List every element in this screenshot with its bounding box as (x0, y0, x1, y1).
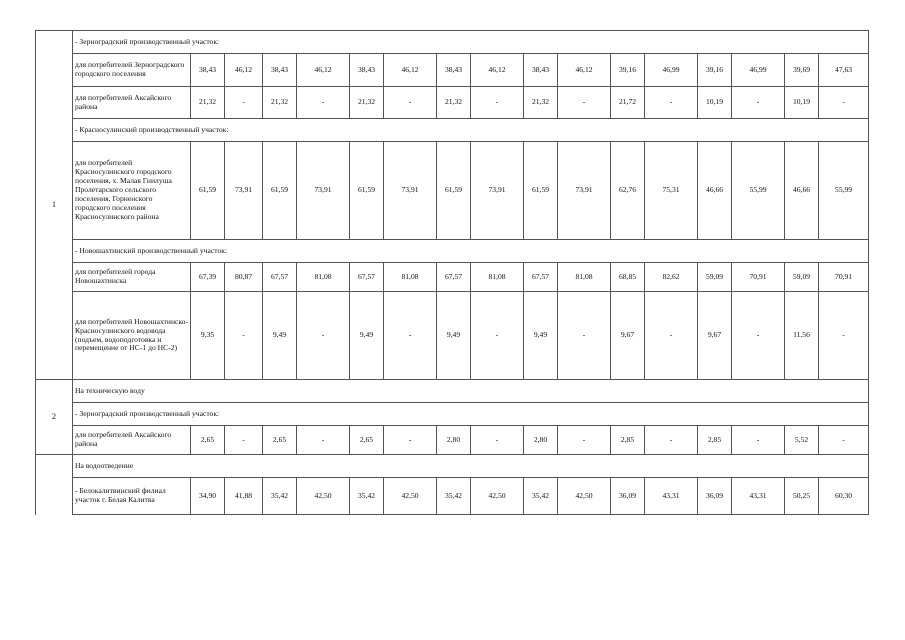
tariff-value-cell: 43,31 (645, 478, 698, 515)
group-index (36, 455, 73, 515)
tariff-value-cell: - (819, 292, 869, 380)
tariff-value-cell: 59,09 (785, 263, 819, 292)
section-heading-row (36, 403, 869, 426)
table-row (36, 426, 869, 455)
tariff-value-cell: 73,91 (471, 142, 524, 240)
tariff-value-cell: 21,72 (611, 87, 645, 119)
tariff-value-cell: 21,32 (263, 87, 297, 119)
tariff-value-cell: 67,57 (263, 263, 297, 292)
tariff-value-cell: 46,66 (785, 142, 819, 240)
tariff-value-cell: 9,49 (524, 292, 558, 380)
tariff-value-cell: 35,42 (350, 478, 384, 515)
tariff-value-cell: 60,30 (819, 478, 869, 515)
section-heading-row (36, 31, 869, 54)
tariff-value-cell: 38,43 (263, 54, 297, 87)
tariff-value-cell: 61,59 (350, 142, 384, 240)
tariff-value-cell: 9,49 (350, 292, 384, 380)
tariff-value-cell: 55,99 (819, 142, 869, 240)
tariff-value-cell: - (297, 426, 350, 455)
tariff-value-cell: 41,88 (225, 478, 263, 515)
tariff-value-cell: 35,42 (437, 478, 471, 515)
tariff-value-cell: 61,59 (191, 142, 225, 240)
tariff-value-cell: 67,39 (191, 263, 225, 292)
tariff-value-cell: 39,16 (611, 54, 645, 87)
section-heading: - Зерноградский производственный участок: (73, 403, 869, 426)
tariff-value-cell: 73,91 (225, 142, 263, 240)
tariff-value-cell: 73,91 (558, 142, 611, 240)
tariff-value-cell: - (732, 87, 785, 119)
tariff-value-cell: 2,65 (263, 426, 297, 455)
tariff-value-cell: 36,09 (611, 478, 645, 515)
tariff-value-cell: - (384, 87, 437, 119)
tariff-value-cell: 61,59 (437, 142, 471, 240)
tariff-value-cell: 80,87 (225, 263, 263, 292)
tariff-value-cell: 42,50 (558, 478, 611, 515)
tariff-value-cell: - (645, 87, 698, 119)
tariff-value-cell: 67,57 (524, 263, 558, 292)
row-label: - Белокалитвинский филиал участок г. Белая Калитва (73, 478, 191, 515)
table-row (36, 54, 869, 87)
tariff-value-cell: 2,85 (611, 426, 645, 455)
tariff-value-cell: 67,57 (437, 263, 471, 292)
tariff-value-cell: 70,91 (732, 263, 785, 292)
tariff-value-cell: - (225, 426, 263, 455)
group-title: На техническую воду (73, 380, 869, 403)
tariff-table-body (36, 31, 869, 515)
row-label: для потребителей Аксайского района (73, 87, 191, 119)
tariff-value-cell: 62,76 (611, 142, 645, 240)
tariff-value-cell: 9,67 (698, 292, 732, 380)
tariff-value-cell: 68,85 (611, 263, 645, 292)
row-label: для потребителей Зерноградского городского поселения (73, 54, 191, 87)
tariff-value-cell: 38,43 (437, 54, 471, 87)
tariff-value-cell: - (819, 87, 869, 119)
tariff-value-cell: 38,43 (524, 54, 558, 87)
tariff-value-cell: 36,09 (698, 478, 732, 515)
tariff-value-cell: 81,08 (384, 263, 437, 292)
group-index: 1 (36, 31, 73, 380)
tariff-value-cell: 50,25 (785, 478, 819, 515)
tariff-value-cell: 35,42 (263, 478, 297, 515)
section-heading-row (36, 119, 869, 142)
tariff-value-cell: 10,19 (698, 87, 732, 119)
tariff-value-cell: 39,16 (698, 54, 732, 87)
tariff-value-cell: 42,50 (384, 478, 437, 515)
table-row (36, 142, 869, 240)
tariff-value-cell: 59,09 (698, 263, 732, 292)
tariff-value-cell: 9,49 (263, 292, 297, 380)
tariff-value-cell: 47,63 (819, 54, 869, 87)
tariff-value-cell: 2,80 (524, 426, 558, 455)
tariff-value-cell: - (225, 292, 263, 380)
tariff-value-cell: 21,32 (191, 87, 225, 119)
tariff-value-cell: 81,08 (297, 263, 350, 292)
tariff-value-cell: - (645, 292, 698, 380)
tariff-value-cell: - (732, 292, 785, 380)
group-title: На водоотведение (73, 455, 869, 478)
tariff-value-cell: 34,90 (191, 478, 225, 515)
tariff-value-cell: 9,35 (191, 292, 225, 380)
tariff-value-cell: 2,80 (437, 426, 471, 455)
section-heading: - Новошахтинский производственный участок: (73, 240, 869, 263)
tariff-value-cell: - (471, 426, 524, 455)
tariff-value-cell: 46,12 (558, 54, 611, 87)
table-row (36, 292, 869, 380)
row-label: для потребителей Аксайского района (73, 426, 191, 455)
table-row (36, 263, 869, 292)
group-index: 2 (36, 380, 73, 455)
table-row (36, 87, 869, 119)
tariff-value-cell: 73,91 (297, 142, 350, 240)
tariff-value-cell: - (297, 292, 350, 380)
tariff-value-cell: - (732, 426, 785, 455)
tariff-value-cell: 46,12 (225, 54, 263, 87)
tariff-value-cell: - (297, 87, 350, 119)
tariff-value-cell: 82,62 (645, 263, 698, 292)
tariff-value-cell: 21,32 (524, 87, 558, 119)
tariff-value-cell: - (558, 292, 611, 380)
tariff-value-cell: 46,66 (698, 142, 732, 240)
tariff-value-cell: 81,08 (471, 263, 524, 292)
tariff-value-cell: - (471, 87, 524, 119)
row-label: для потребителей города Новошахтинска (73, 263, 191, 292)
tariff-value-cell: 46,12 (297, 54, 350, 87)
tariff-value-cell: 46,99 (732, 54, 785, 87)
tariff-value-cell: 38,43 (191, 54, 225, 87)
tariff-value-cell: 21,32 (437, 87, 471, 119)
section-heading: - Зерноградский производственный участок: (73, 31, 869, 54)
tariff-table (35, 30, 869, 515)
tariff-value-cell: - (645, 426, 698, 455)
tariff-value-cell: 9,67 (611, 292, 645, 380)
tariff-value-cell: - (225, 87, 263, 119)
tariff-value-cell: 5,52 (785, 426, 819, 455)
table-row (36, 478, 869, 515)
tariff-value-cell: 2,65 (350, 426, 384, 455)
tariff-value-cell: 55,99 (732, 142, 785, 240)
tariff-value-cell: 2,65 (191, 426, 225, 455)
tariff-value-cell: 67,57 (350, 263, 384, 292)
group-title-row (36, 380, 869, 403)
tariff-value-cell: 43,31 (732, 478, 785, 515)
tariff-value-cell: 46,12 (384, 54, 437, 87)
section-heading-row (36, 240, 869, 263)
tariff-value-cell: - (819, 426, 869, 455)
section-heading: - Красносулинский производственный участок: (73, 119, 869, 142)
group-title-row (36, 455, 869, 478)
tariff-value-cell: 9,49 (437, 292, 471, 380)
tariff-value-cell: - (384, 426, 437, 455)
tariff-value-cell: 2,85 (698, 426, 732, 455)
tariff-value-cell: - (558, 87, 611, 119)
tariff-value-cell: 35,42 (524, 478, 558, 515)
tariff-value-cell: - (471, 292, 524, 380)
tariff-value-cell: 73,91 (384, 142, 437, 240)
tariff-value-cell: - (384, 292, 437, 380)
tariff-value-cell: 81,08 (558, 263, 611, 292)
tariff-value-cell: 61,59 (524, 142, 558, 240)
tariff-value-cell: 70,91 (819, 263, 869, 292)
tariff-value-cell: 75,31 (645, 142, 698, 240)
tariff-value-cell: 46,99 (645, 54, 698, 87)
tariff-value-cell: 42,50 (471, 478, 524, 515)
tariff-value-cell: 21,32 (350, 87, 384, 119)
tariff-value-cell: 61,59 (263, 142, 297, 240)
tariff-value-cell: 46,12 (471, 54, 524, 87)
tariff-value-cell: 11,56 (785, 292, 819, 380)
row-label: для потребителей Красносулинского городского поселения, х. Малая Гнилуша Пролетарского сельского поселения, Горненского городского поселения Красносулинского района (73, 142, 191, 240)
tariff-value-cell: 10,19 (785, 87, 819, 119)
tariff-value-cell: 42,50 (297, 478, 350, 515)
row-label: для потребителей Новошахтинско-Красносулинского водовода (подъем, водоподготовка и перемещение от НС-1 до НС-2) (73, 292, 191, 380)
tariff-value-cell: - (558, 426, 611, 455)
tariff-value-cell: 38,43 (350, 54, 384, 87)
tariff-value-cell: 39,69 (785, 54, 819, 87)
